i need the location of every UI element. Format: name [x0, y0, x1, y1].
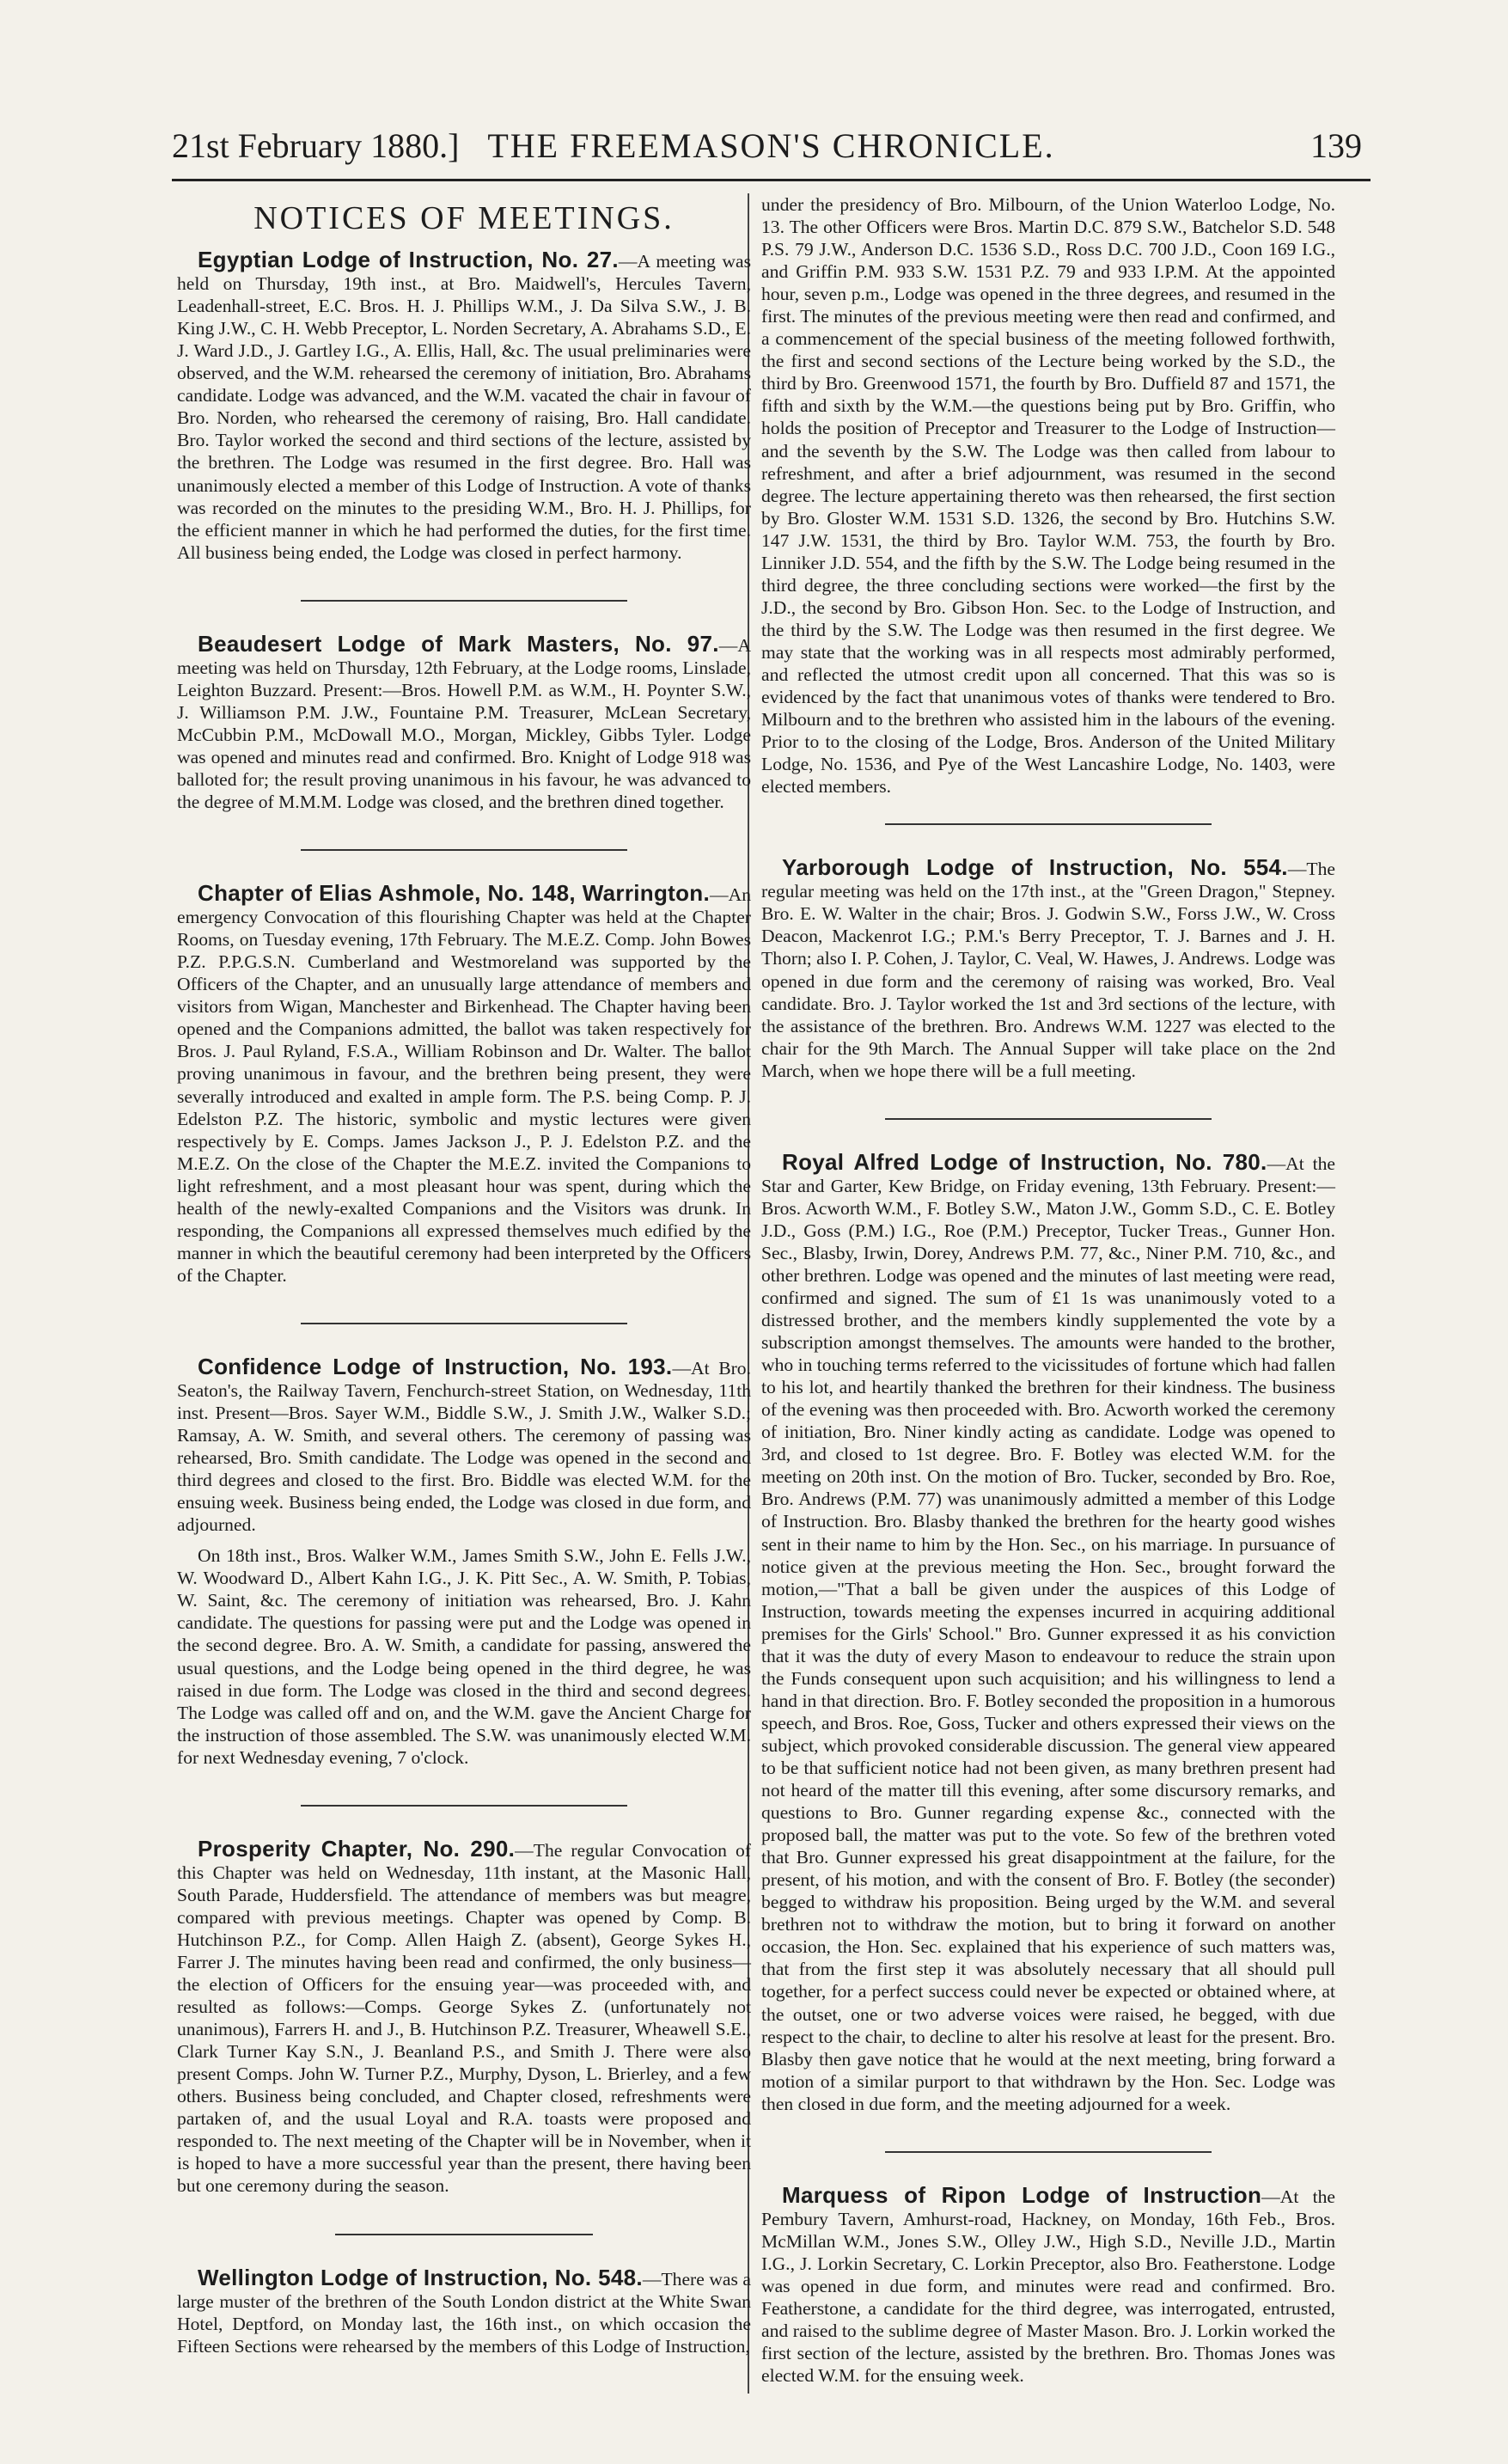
article-wellington-continued: under the presidency of Bro. Milbourn, of the Union Waterloo Lodge, No. 13. The other Officers were Bros. Martin D.C. 879 S.W., Batchelor S.D. 548 P.S. 79 J.W., Anderson D.C. 1536 S.D., Ross D.C. 700 J.D., Coon 169 I.G., and Griffin P.M. 933 S.W. 1531 P.Z. 79 and 933 I.P.M. At the appointed hour, seven p.m., Lodge was opened in the three degrees, and resumed in the first. The minutes of the previous meeting were then read and confirmed, and a commencement of the special business of the meeting followed forthwith, the first and second sections of the Lecture being worked by the S.D., the third by Bro. Greenwood 1571, the fourth by Bro. Duffield 87 and 1571, the fifth and sixth by the W.M.—the questions being put by Bro. Griffin, who holds the position of Preceptor and Treasurer to the Lodge of Instruction—and the seventh by the S.W. The Lodge was then called from labour to refreshment, and after a brief adjournment, was resumed in the second degree. The lecture appertaining thereto was then rehearsed, the first section by Bro. Gloster W.M. 1531 S.D. 1326, the second by Bro. Hutchins S.W. 147 J.W. 1531, the third by Bro. Taylor W.M. 753, the fourth by Bro. Linniker J.D. 554, and the fifth by the S.W. The Lodge being resumed in the third degree, the three concluding sections were worked—the first by the J.D., the second by Bro. Gibson Hon. Sec. to the Lodge of Instruction, and the third by the S.W. The Lodge was then resumed in the first degree. We may state that the working was in all respects most admirably performed, and reflected the utmost credit upon all concerned. That this was so is evidenced by the fact that unanimous votes of thanks were tendered to Bro. Milbourn and to the brethren who assisted him in the labours of the evening. Prior to to the closing of the Lodge, Bros. Anderson of the United Military Lodge, No. 1536, and Pye of the West Lancashire Lodge, No. 1403, were elected members. — [761, 194, 1335, 798]
separator-rule — [301, 849, 627, 851]
article-marquess-of-ripon — [761, 2181, 1335, 2387]
separator-rule — [301, 1323, 627, 1324]
article-title: Prosperity Chapter, No. 290. — [198, 1835, 516, 1862]
article-yarborough — [761, 856, 1335, 1081]
article-royal-alfred — [761, 1148, 1336, 2115]
separator-rule — [301, 600, 627, 602]
separator-rule — [885, 2151, 1212, 2153]
article-prosperity — [177, 1837, 751, 2198]
article-wellington — [177, 2266, 751, 2357]
page-number: 139 — [1310, 126, 1362, 165]
article-title: Chapter of Elias Ashmole, No. 148, Warrington. — [198, 880, 710, 907]
article-egyptian — [177, 248, 751, 564]
article-text-continued: On 18th inst., Bros. Walker W.M., James Smith S.W., John E. Fells J.W., W. Woodward D., Albert Kahn I.G., J. K. Pitt Sec., A. W. Smith, P. Tobias, W. Saint, &c. The ceremony of initiation was rehearsed, Bro. J. Kahn candidate. The questions for passing were put and the Lodge was opened in the second degree. Bro. A. W. Smith, a candidate for passing, answered the usual questions, and the Lodge being opened in the third degree, he was raised in due form. The Lodge was closed in the third and second degrees. The Lodge was called off and on, and the W.M. gave the Ancient Charge for the instruction of those assembled. The S.W. was unanimously elected W.M. for next Wednesday evening, 7 o'clock. — [177, 1545, 751, 1768]
article-confidence — [177, 1355, 751, 1769]
article-text: —At the Star and Garter, Kew Bridge, on Friday evening, 13th February. Present:—Bros. Acworth W.M., F. Botley S.W., Maton J.W., Gomm S.D., C. E. Botley J.D., Goss (P.M.) I.G., Roe (P.M.) Preceptor, Tucker Treas., Gunner Hon. Sec., Blasby, Irwin, Dorey, Andrews P.M. 77, &c., Niner P.M. 710, &c., and other brethren. Lodge was opened and the minutes of last meeting were read, confirmed and signed. The sum of £1 1s was unanimously voted to a distressed brother, and the members kindly supplemented the vote by a subscription amongst themselves. The amounts were handed to the brother, who in touching terms referred to the vicissitudes of fortune which had fallen to his lot, and heartily thanked the brethren for their kindness. The business of the evening was then proceeded with. Bro. Acworth worked the ceremony of initiation, Bro. Niner kindly acting as candidate. Lodge was opened to 3rd, and closed to 1st degree. Bro. F. Botley was elected W.M. for the meeting on 20th inst. On the motion of Bro. Tucker, seconded by Bro. Roe, Bro. Andrews (P.M. 77) was unanimously admitted a member of this Lodge of Instruction. Bro. Blasby thanked the brethren for the hearty good wishes sent in their name to him by the Hon. Sec., on his marriage. In pursuance of notice given at the previous meeting the Hon. Sec., brought forward the motion,—"That a ball be given under the auspices of this Lodge of Instruction, towards meeting the expenses incurred in acquiring additional premises for the Girls' School." Bro. Gunner expressed it as his conviction that it was the duty of every Mason to endeavour to reduce the strain upon the Funds consequent upon such acquisition; and his willingness to lend a hand in that direction. Bro. F. Botley seconded the proposition in a humorous speech, and Bros. Roe, Goss, Tucker and others expressed their views on the subject, which provoked considerable discussion. The general view appeared to be that sufficient notice had not been given, as many brethren present had not heard of the matter till this evening, after some discursory remarks, and questions to Bro. Gunner regarding expense &c., connected with the proposed ball, the matter was put to the vote. So few of the brethren voted that Bro. Gunner expressed his great disappointment at the failure, for the present, of his motion, and with the consent of Bro. F. Botley (the seconder) begged to withdraw his proposition. Being urged by the W.M. and several brethren not to withdraw the motion, but to bring it forward on another occasion, the Hon. Sec. explained that his experience of such matters was, that from the first step it was absolutely necessary that all should pull together, for a perfect success could never be expected or obtained where, at the outset, one or two adverse voices were raised, he begged, with due respect to the chair, to decline to alter his resolve at least for the present. Bro. Blasby then gave notice that he would at the next meeting, bring forward a motion of a similar purport to that withdrawn by the Hon. Sec. Lodge was then closed in due form, and the meeting adjourned for a week. — [761, 1153, 1336, 2114]
article-title: Royal Alfred Lodge of Instruction, No. 780. — [782, 1148, 1267, 1175]
article-text: —A meeting was held on Thursday, 19th inst., at Bro. Maidwell's, Hercules Tavern, Leadenhall-street, E.C. Bros. H. J. Phillips W.M., J. Da Silva S.W., J. B. King J.W., C. H. Webb Preceptor, L. Norden Secretary, A. Abrahams S.D., E. J. Ward J.D., J. Gartley I.G., A. Ellis, Hall, &c. The usual preliminaries were observed, and the W.M. rehearsed the ceremony of initiation, Bro. Abrahams candidate. Lodge was advanced, and the W.M. vacated the chair in favour of Bro. Norden, who rehearsed the ceremony of raising, Bro. Hall candidate. Bro. Taylor worked the second and third sections of the lecture, assisted by the brethren. The Lodge was resumed in the first degree. Bro. Hall was unanimously elected a member of this Lodge of Instruction. A vote of thanks was recorded on the minutes to the presiding W.M., Bro. H. J. Phillips, for the efficient manner in which he had performed the duties, for the first time. All business being ended, the Lodge was closed in perfect harmony. — [177, 251, 751, 563]
article-title: Wellington Lodge of Instruction, No. 548. — [198, 2264, 643, 2290]
publication-title: THE FREEMASON'S CHRONICLE. — [487, 126, 1055, 165]
article-beaudesert — [177, 630, 751, 813]
page-header — [172, 125, 1371, 177]
article-title: Egyptian Lodge of Instruction, No. 27. — [198, 247, 619, 273]
article-text: —A meeting was held on Thursday, 12th February, at the Lodge rooms, Linslade, Leighton Buzzard. Present:—Bros. Howell P.M. as W.M., H. Poynter S.W., J. Williamson P.M. J.W., Fountaine P.M. Treasurer, McLean Secretary, McCubbin P.M., McDowall M.O., Morgan, Mickley, Gibbs Tyler. Lodge was opened and minutes read and confirmed. Bro. Knight of Lodge 918 was balloted for; the result proving unanimous in his favour, he was advanced to the degree of M.M.M. Lodge was closed, and the brethren dined together. — [177, 634, 751, 813]
header-rule — [172, 179, 1371, 181]
article-text: —At the Pembury Tavern, Amhurst-road, Hackney, on Monday, 16th Feb., Bros. McMillan W.M., Jones S.W., Olley J.W., High S.D., Neville J.D., Martin I.G., J. Lorkin Secretary, C. Lorkin Preceptor, also Bro. Featherstone. Lodge was opened in due form, and minutes were read and confirmed. Bro. Featherstone, a candidate for the third degree, was interrogated, entrusted, and raised to the sublime degree of Master Mason. Bro. J. Lorkin worked the first section of the lecture, assisted by the brethren. Bro. Thomas Jones was elected W.M. for the ensuing week. — [761, 2186, 1335, 2387]
article-text: —The regular meeting was held on the 17th inst., at the "Green Dragon," Stepney. Bro. E. W. Walter in the chair; Bros. J. Godwin S.W., Forss J.W., W. Cross Deacon, Mackenrot I.G.; P.M.'s Berry Preceptor, T. J. Barnes and J. H. Thorn; also I. P. Cohen, J. Taylor, C. Veal, W. Hawes, J. Andrews. Lodge was opened in due form and the ceremony of raising was worked, Bro. Veal candidate. Bro. J. Taylor worked the 1st and 3rd sections of the lecture, with the assistance of the brethren. Bro. Andrews W.M. 1227 was elected to the chair for the 9th March. The Annual Supper will take place on the 2nd March, when we hope there will be a full meeting. — [761, 859, 1335, 1081]
left-column — [177, 193, 751, 2394]
article-elias-ashmole — [177, 882, 751, 1287]
separator-rule — [885, 823, 1212, 825]
separator-rule — [301, 1805, 627, 1807]
section-title: NOTICES OF MEETINGS. — [253, 200, 675, 236]
article-title: Confidence Lodge of Instruction, No. 193. — [198, 1353, 673, 1379]
article-title: Marquess of Ripon Lodge of Instruction — [782, 2181, 1262, 2208]
article-title: Yarborough Lodge of Instruction, No. 554. — [782, 854, 1288, 881]
article-text: —There was a large muster of the brethren of the South London district at the White Swan Hotel, Deptford, on Monday last, the 16th inst., on which occasion the Fifteen Sections were rehearsed by the members of this Lodge of Instruction, — [177, 2268, 751, 2357]
article-text: —At Bro. Seaton's, the Railway Tavern, Fenchurch-street Station, on Wednesday, 11th inst. Present—Bros. Sayer W.M., Biddle S.W., J. Smith J.W., Walker S.D.; Ramsay, A. W. Smith, and several others. The ceremony of passing was rehearsed, Bro. Smith candidate. The Lodge was opened in the second and third degrees and closed to the first. Bro. Biddle was elected W.M. for the ensuing week. Business being ended, the Lodge was closed in due form, and adjourned. — [177, 1357, 751, 1536]
article-text: —An emergency Convocation of this flourishing Chapter was held at the Chapter Rooms, on Tuesday evening, 17th February. The M.E.Z. Comp. John Bowes P.Z. P.P.G.S.N. Cumberland and Westmoreland was supported by the Officers of the Chapter, and an unusually large attendance of members and visitors from Wigan, Manchester and Birkenhead. The Chapter having been opened and the Companions admitted, the ballot was taken respectively for Bros. J. Paul Ryland, F.S.A., William Robinson and Dr. Walter. The ballot proving unanimous in favour, and the brethren being present, they were severally introduced and exalted in ample form. The P.S. being Comp. P. J. Edelston P.Z. The historic, symbolic and mystic lectures were given respectively by E. Comps. James Jackson J., P. J. Edelston P.Z. and the M.E.Z. On the close of the Chapter the M.E.Z. invited the Companions to light refreshment, and a most pleasant hour was spent, during which the health of the newly-exalted Companions and the Visitors was drunk. In responding, the Companions all expressed themselves much edified by the manner in which the beautiful ceremony had been interpreted by the Officers of the Chapter. — [177, 884, 751, 1286]
separator-rule — [335, 2234, 593, 2235]
issue-date: 21st February 1880.] — [172, 126, 460, 165]
separator-rule — [885, 1118, 1212, 1120]
article-text: —The regular Convocation of this Chapter was held on Wednesday, 11th instant, at the Masonic Hall, South Parade, Huddersfield. The attendance of members was but meagre, compared with previous meetings. Chapter was opened by Comp. B. Hutchinson P.Z., for Comp. Allen Haigh Z. (absent), George Sykes H., Farrer J. The minutes having been read and confirmed, the only business—the election of Officers for the ensuing year—was proceeded with, and resulted as follows:—Comps. George Sykes Z. (unfortunately not unanimous), Farrers H. and J., B. Hutchinson P.Z. Treasurer, Wheawell S.E., Clark Turner Kay S.N., J. Beanland P.S., and Smith J. There were also present Comps. John W. Turner P.Z., Murphy, Dyson, L. Brierley, and a few others. Business being concluded, and Chapter closed, refreshments were partaken of, and the usual Loyal and R.A. toasts were proposed and responded to. The next meeting of the Chapter will be in November, when it is hoped to have a more successful year than the present, there having been but one ceremony during the season. — [177, 1839, 751, 2197]
right-column — [761, 193, 1335, 2423]
article-title: Beaudesert Lodge of Mark Masters, No. 97. — [198, 630, 719, 657]
